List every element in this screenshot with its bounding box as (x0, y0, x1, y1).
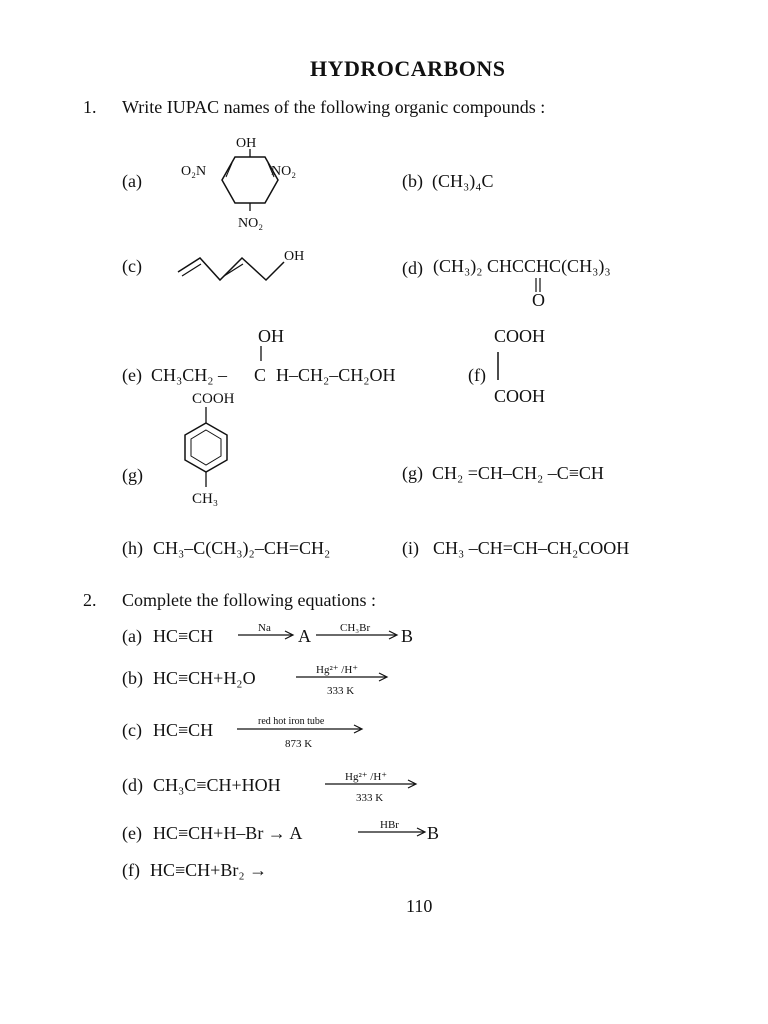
question-2-number: 2. (83, 590, 97, 610)
item-1a-label: (a) (122, 171, 142, 191)
ch3-label: CH₃ (192, 491, 219, 507)
item-1g1-label: (g) (122, 465, 143, 485)
reaction-arrow (358, 825, 430, 839)
item-2e-lhs: HC≡CH+H–Br → A (153, 823, 303, 843)
item-1c-label: (c) (122, 256, 142, 276)
item-1f-top: COOH (494, 326, 546, 346)
item-1f-label: (f) (468, 365, 486, 385)
item-2c-label: (c) (122, 720, 142, 740)
item-1g2-formula: CH₂ =CH–CH₂ –C≡CH (432, 463, 604, 483)
reaction-arrow-2 (316, 628, 402, 642)
cc-bond (494, 350, 504, 385)
item-1e-oh: OH (258, 326, 284, 346)
structure-1c (172, 240, 322, 290)
item-2f-lhs: HC≡CH+Br₂ → (150, 860, 268, 880)
item-2b-catalyst: Hg²⁺ /H⁺ (316, 664, 359, 676)
oh-bond (255, 346, 267, 366)
item-1d-label: (d) (402, 258, 423, 278)
item-2c-lhs: HC≡CH (153, 720, 214, 740)
reaction-arrow (296, 670, 392, 684)
item-2e-label: (e) (122, 823, 142, 843)
oh-label: OH (284, 249, 305, 264)
item-2b-label: (b) (122, 668, 143, 688)
no2-right-label: NO₂ (271, 164, 297, 179)
oh-label: OH (236, 136, 257, 151)
item-2d-temperature: 333 K (356, 792, 384, 804)
item-2c-condition: red hot iron tube (258, 716, 325, 727)
item-2a-reagent-1: Na (258, 622, 271, 634)
item-2c-temperature: 873 K (285, 738, 313, 750)
question-1-number: 1. (83, 97, 97, 117)
item-1d-oxygen: O (532, 290, 545, 310)
item-2d-lhs: CH₃C≡CH+HOH (153, 775, 281, 795)
page-number: 110 (406, 896, 433, 916)
item-1h-formula: CH₃–C(CH₃)₂–CH=CH₂ (153, 538, 331, 558)
item-1g2-label: (g) (402, 463, 423, 483)
item-2d-catalyst: Hg²⁺ /H⁺ (345, 771, 388, 783)
item-1b-label: (b) (402, 171, 423, 191)
item-1d-formula: (CH₃)₂ CHCCHC(CH₃)₃ (433, 256, 611, 276)
item-2e-product-b: B (427, 823, 440, 843)
item-1f-bottom: COOH (494, 386, 546, 406)
reaction-arrow (237, 722, 367, 736)
page-title: HYDROCARBONS (310, 56, 506, 81)
item-1e-left: CH₃CH₂ – (151, 365, 228, 385)
structure-1g (168, 385, 258, 515)
o2n-label: O₂N (181, 164, 207, 179)
item-1e-c: C (254, 365, 267, 385)
item-2a-label: (a) (122, 626, 142, 646)
item-2a-lhs: HC≡CH (153, 626, 214, 646)
item-1i-formula: CH₃ –CH=CH–CH₂COOH (433, 538, 630, 558)
item-1b-formula: (CH₃)₄C (432, 171, 494, 191)
item-1e-label: (e) (122, 365, 142, 385)
cooh-label: COOH (192, 391, 235, 407)
reaction-arrow-1 (238, 628, 298, 642)
reaction-arrow (325, 777, 421, 791)
question-2-text: Complete the following equations : (122, 590, 376, 610)
item-2a-reagent-2: CH₃Br (340, 622, 371, 634)
item-1i-label: (i) (402, 538, 419, 558)
item-2a-product-b: B (401, 626, 414, 646)
item-2d-label: (d) (122, 775, 143, 795)
no2-bottom-label: NO₂ (238, 216, 264, 231)
item-2b-temperature: 333 K (327, 685, 355, 697)
item-2a-product-a: A (298, 626, 311, 646)
item-2e-reagent: HBr (380, 819, 399, 831)
question-1-text: Write IUPAC names of the following organic compounds : (122, 97, 546, 117)
structure-1a (170, 135, 320, 235)
item-1e-right: H–CH₂–CH₂OH (276, 365, 396, 385)
item-2f-label: (f) (122, 860, 140, 880)
item-1h-label: (h) (122, 538, 143, 558)
item-2b-lhs: HC≡CH+H₂O (153, 668, 256, 688)
